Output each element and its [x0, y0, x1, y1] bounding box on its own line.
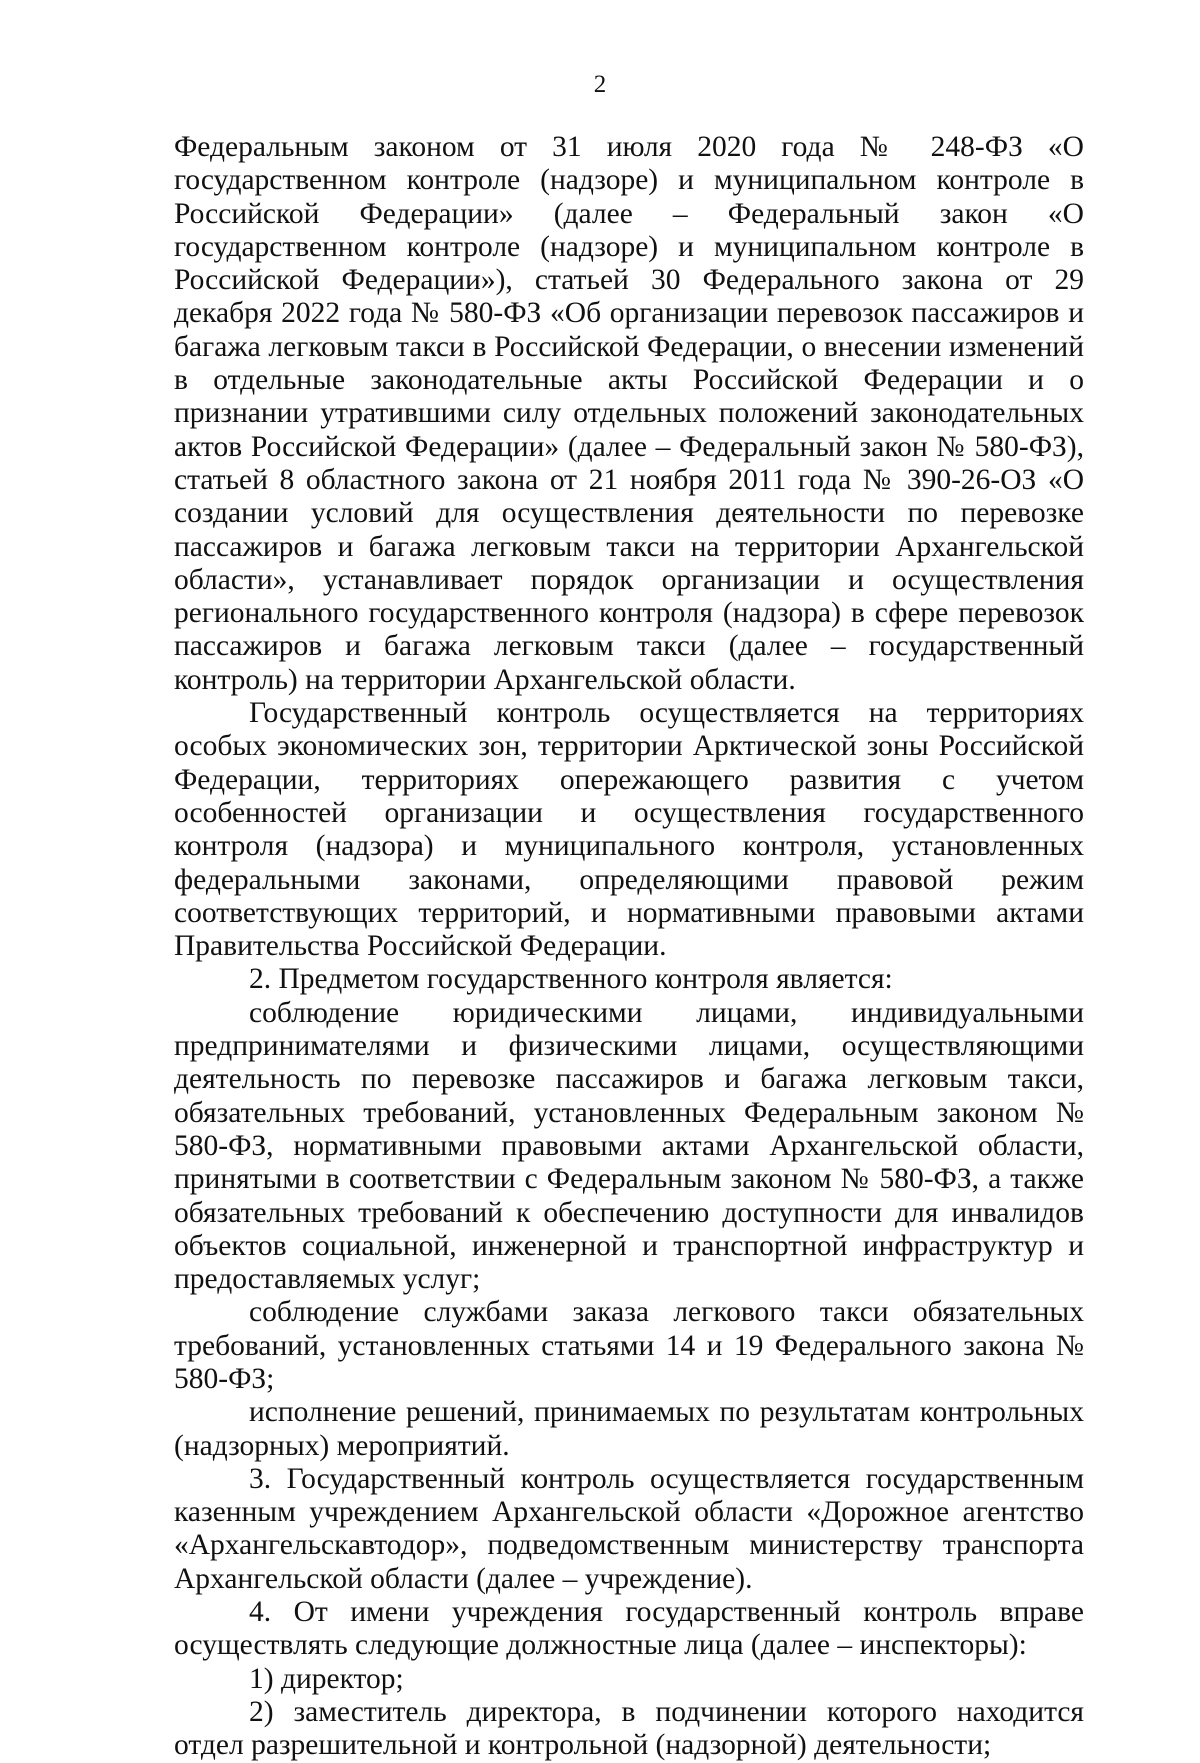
paragraph-list-1: 1) директор;	[249, 1662, 404, 1695]
document-body	[174, 131, 1084, 1763]
paragraph-item-4: 4. От имени учреждения государственный контроль вправе осуществлять следующие должностные лица (далее – инспекторы):	[174, 1596, 1084, 1662]
paragraph-item-3: 3. Государственный контроль осуществляется государственным казенным учреждением Архангельской области «Дорожное агентство «Архангельскавтодор», подведомственным министерству транспорта Архангельской области (далее – учреждение).	[174, 1462, 1084, 1595]
paragraph-subject-3: исполнение решений, принимаемых по результатам контрольных (надзорных) мероприятий.	[174, 1396, 1084, 1462]
page-number: 2	[593, 71, 607, 98]
paragraph-subject-2: соблюдение службами заказа легкового такси обязательных требований, установленных статьями 14 и 19 Федерального закона № 580-ФЗ;	[174, 1296, 1084, 1395]
paragraph-territories: Государственный контроль осуществляется на территориях особых экономических зон, территории Арктической зоны Российской Федерации, территориях опережающего развития с учетом особенностей организации и осуществления государственного контроля (надзора) и муниципального контроля, установленных федеральными законами, определяющими правовой режим соответствующих территорий, и нормативными правовыми актами Правительства Российской Федерации.	[174, 697, 1084, 963]
paragraph-item-2: 2. Предметом государственного контроля является:	[249, 963, 893, 996]
paragraph-list-2: 2) заместитель директора, в подчинении которого находится отдел разрешительной и контрольной (надзорной) деятельности;	[174, 1695, 1084, 1762]
paragraph-subject-1: соблюдение юридическими лицами, индивидуальными предпринимателями и физическими лицами, осуществляющими деятельность по перевозке пассажиров и багажа легковым такси, обязательных требований, установленных Федеральным законом № 580-ФЗ, нормативными правовыми актами Архангельской области, принятыми в соответствии с Федеральным законом № 580-ФЗ, а также обязательных требований к обеспечению доступности для инвалидов объектов социальной, инженерной и транспортной инфраструктур и предоставляемых услуг;	[174, 996, 1084, 1296]
paragraph-intro: Федеральным законом от 31 июля 2020 года № 248-ФЗ «О государственном контроле (надзоре) и муниципальном контроле в Российской Федерации» (далее – Федеральный закон «О государственном контроле (надзоре) и муниципальном контроле в Российской Федерации»), статьей 30 Федерального закона от 29 декабря 2022 года № 580-ФЗ «Об организации перевозок пассажиров и багажа легковым такси в Российской Федерации, о внесении изменений в отдельные законодательные акты Российской Федерации и о признании утратившими силу отдельных положений законодательных актов Российской Федерации» (далее – Федеральный закон № 580-ФЗ), статьей 8 областного закона от 21 ноября 2011 года № 390-26-ОЗ «О создании условий для осуществления деятельности по перевозке пассажиров и багажа легковым такси на территории Архангельской области», устанавливает порядок организации и осуществления регионального государственного контроля (надзора) в сфере перевозок пассажиров и багажа легковым такси (далее – государственный контроль) на территории Архангельской области.	[174, 131, 1084, 696]
